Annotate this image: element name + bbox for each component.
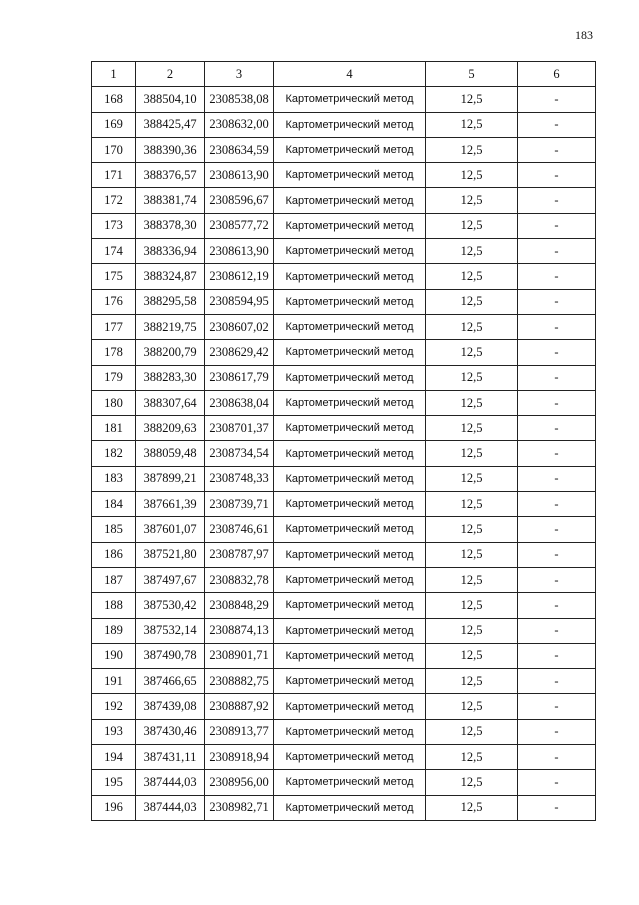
x-coordinate-cell: 388200,79: [136, 340, 205, 365]
x-coordinate-cell: 387439,08: [136, 694, 205, 719]
y-coordinate-cell: 2308607,02: [205, 314, 274, 339]
x-coordinate-cell: 388378,30: [136, 213, 205, 238]
point-number-cell: 177: [92, 314, 136, 339]
y-coordinate-cell: 2308882,75: [205, 669, 274, 694]
y-coordinate-cell: 2308632,00: [205, 112, 274, 137]
y-coordinate-cell: 2308734,54: [205, 441, 274, 466]
accuracy-cell: 12,5: [426, 416, 518, 441]
accuracy-cell: 12,5: [426, 795, 518, 820]
header-cell-4: 4: [274, 62, 426, 87]
accuracy-cell: 12,5: [426, 314, 518, 339]
accuracy-cell: 12,5: [426, 239, 518, 264]
point-number-cell: 196: [92, 795, 136, 820]
note-cell: -: [518, 264, 596, 289]
header-cell-3: 3: [205, 62, 274, 87]
table-row: [92, 669, 596, 694]
x-coordinate-cell: 388324,87: [136, 264, 205, 289]
note-cell: -: [518, 289, 596, 314]
accuracy-cell: 12,5: [426, 87, 518, 112]
y-coordinate-cell: 2308832,78: [205, 567, 274, 592]
accuracy-cell: 12,5: [426, 567, 518, 592]
method-cell: Картометрический метод: [274, 618, 426, 643]
note-cell: -: [518, 314, 596, 339]
x-coordinate-cell: 387431,11: [136, 745, 205, 770]
point-number-cell: 176: [92, 289, 136, 314]
y-coordinate-cell: 2308613,90: [205, 163, 274, 188]
accuracy-cell: 12,5: [426, 745, 518, 770]
table-row: [92, 213, 596, 238]
table-row: [92, 466, 596, 491]
table-row: [92, 593, 596, 618]
accuracy-cell: 12,5: [426, 542, 518, 567]
note-cell: -: [518, 643, 596, 668]
note-cell: -: [518, 618, 596, 643]
x-coordinate-cell: 388209,63: [136, 416, 205, 441]
method-cell: Картометрический метод: [274, 239, 426, 264]
accuracy-cell: 12,5: [426, 466, 518, 491]
y-coordinate-cell: 2308596,67: [205, 188, 274, 213]
accuracy-cell: 12,5: [426, 694, 518, 719]
y-coordinate-cell: 2308787,97: [205, 542, 274, 567]
x-coordinate-cell: 388381,74: [136, 188, 205, 213]
x-coordinate-cell: 388376,57: [136, 163, 205, 188]
y-coordinate-cell: 2308612,19: [205, 264, 274, 289]
accuracy-cell: 12,5: [426, 770, 518, 795]
x-coordinate-cell: 387532,14: [136, 618, 205, 643]
point-number-cell: 181: [92, 416, 136, 441]
method-cell: Картометрический метод: [274, 795, 426, 820]
method-cell: Картометрический метод: [274, 213, 426, 238]
note-cell: -: [518, 441, 596, 466]
point-number-cell: 178: [92, 340, 136, 365]
method-cell: Картометрический метод: [274, 390, 426, 415]
method-cell: Картометрический метод: [274, 669, 426, 694]
accuracy-cell: 12,5: [426, 213, 518, 238]
table-row: [92, 567, 596, 592]
y-coordinate-cell: 2308634,59: [205, 137, 274, 162]
note-cell: -: [518, 567, 596, 592]
note-cell: -: [518, 213, 596, 238]
note-cell: -: [518, 87, 596, 112]
note-cell: -: [518, 745, 596, 770]
x-coordinate-cell: 387497,67: [136, 567, 205, 592]
point-number-cell: 185: [92, 517, 136, 542]
method-cell: Картометрический метод: [274, 137, 426, 162]
method-cell: Картометрический метод: [274, 264, 426, 289]
table-row: [92, 264, 596, 289]
x-coordinate-cell: 388307,64: [136, 390, 205, 415]
method-cell: Картометрический метод: [274, 163, 426, 188]
point-number-cell: 179: [92, 365, 136, 390]
y-coordinate-cell: 2308746,61: [205, 517, 274, 542]
note-cell: -: [518, 340, 596, 365]
table-row: [92, 745, 596, 770]
point-number-cell: 188: [92, 593, 136, 618]
y-coordinate-cell: 2308538,08: [205, 87, 274, 112]
note-cell: -: [518, 112, 596, 137]
y-coordinate-cell: 2308739,71: [205, 492, 274, 517]
x-coordinate-cell: 388336,94: [136, 239, 205, 264]
table-row: [92, 314, 596, 339]
point-number-cell: 168: [92, 87, 136, 112]
accuracy-cell: 12,5: [426, 492, 518, 517]
table-row: [92, 795, 596, 820]
note-cell: -: [518, 416, 596, 441]
x-coordinate-cell: 387601,07: [136, 517, 205, 542]
table-row: [92, 112, 596, 137]
coordinates-table: [91, 61, 596, 821]
accuracy-cell: 12,5: [426, 517, 518, 542]
page-number: 183: [575, 28, 593, 42]
y-coordinate-cell: 2308577,72: [205, 213, 274, 238]
x-coordinate-cell: 388283,30: [136, 365, 205, 390]
point-number-cell: 191: [92, 669, 136, 694]
x-coordinate-cell: 388059,48: [136, 441, 205, 466]
x-coordinate-cell: 387490,78: [136, 643, 205, 668]
table-row: [92, 441, 596, 466]
accuracy-cell: 12,5: [426, 593, 518, 618]
table-row: [92, 87, 596, 112]
accuracy-cell: 12,5: [426, 137, 518, 162]
x-coordinate-cell: 388425,47: [136, 112, 205, 137]
point-number-cell: 184: [92, 492, 136, 517]
accuracy-cell: 12,5: [426, 365, 518, 390]
table-row: [92, 517, 596, 542]
y-coordinate-cell: 2308629,42: [205, 340, 274, 365]
note-cell: -: [518, 795, 596, 820]
note-cell: -: [518, 542, 596, 567]
note-cell: -: [518, 390, 596, 415]
note-cell: -: [518, 492, 596, 517]
x-coordinate-cell: 388295,58: [136, 289, 205, 314]
table-row: [92, 719, 596, 744]
method-cell: Картометрический метод: [274, 770, 426, 795]
y-coordinate-cell: 2308617,79: [205, 365, 274, 390]
y-coordinate-cell: 2308901,71: [205, 643, 274, 668]
method-cell: Картометрический метод: [274, 314, 426, 339]
point-number-cell: 175: [92, 264, 136, 289]
table-row: [92, 188, 596, 213]
table-row: [92, 365, 596, 390]
note-cell: -: [518, 163, 596, 188]
x-coordinate-cell: 387444,03: [136, 795, 205, 820]
point-number-cell: 195: [92, 770, 136, 795]
y-coordinate-cell: 2308701,37: [205, 416, 274, 441]
note-cell: -: [518, 669, 596, 694]
note-cell: -: [518, 365, 596, 390]
y-coordinate-cell: 2308613,90: [205, 239, 274, 264]
header-cell-1: 1: [92, 62, 136, 87]
x-coordinate-cell: 387661,39: [136, 492, 205, 517]
table-row: [92, 694, 596, 719]
accuracy-cell: 12,5: [426, 719, 518, 744]
accuracy-cell: 12,5: [426, 669, 518, 694]
table-row: [92, 289, 596, 314]
method-cell: Картометрический метод: [274, 112, 426, 137]
accuracy-cell: 12,5: [426, 289, 518, 314]
x-coordinate-cell: 387444,03: [136, 770, 205, 795]
table-row: [92, 416, 596, 441]
accuracy-cell: 12,5: [426, 340, 518, 365]
point-number-cell: 187: [92, 567, 136, 592]
table-row: [92, 137, 596, 162]
note-cell: -: [518, 719, 596, 744]
table-row: [92, 340, 596, 365]
note-cell: -: [518, 239, 596, 264]
method-cell: Картометрический метод: [274, 466, 426, 491]
method-cell: Картометрический метод: [274, 542, 426, 567]
header-cell-2: 2: [136, 62, 205, 87]
point-number-cell: 186: [92, 542, 136, 567]
y-coordinate-cell: 2308848,29: [205, 593, 274, 618]
table-row: [92, 390, 596, 415]
accuracy-cell: 12,5: [426, 441, 518, 466]
note-cell: -: [518, 188, 596, 213]
point-number-cell: 183: [92, 466, 136, 491]
method-cell: Картометрический метод: [274, 416, 426, 441]
table-row: [92, 770, 596, 795]
method-cell: Картометрический метод: [274, 87, 426, 112]
y-coordinate-cell: 2308918,94: [205, 745, 274, 770]
y-coordinate-cell: 2308874,13: [205, 618, 274, 643]
accuracy-cell: 12,5: [426, 618, 518, 643]
point-number-cell: 192: [92, 694, 136, 719]
method-cell: Картометрический метод: [274, 492, 426, 517]
method-cell: Картометрический метод: [274, 694, 426, 719]
note-cell: -: [518, 137, 596, 162]
point-number-cell: 194: [92, 745, 136, 770]
y-coordinate-cell: 2308887,92: [205, 694, 274, 719]
point-number-cell: 190: [92, 643, 136, 668]
accuracy-cell: 12,5: [426, 188, 518, 213]
method-cell: Картометрический метод: [274, 188, 426, 213]
table-row: [92, 618, 596, 643]
x-coordinate-cell: 387530,42: [136, 593, 205, 618]
x-coordinate-cell: 388390,36: [136, 137, 205, 162]
method-cell: Картометрический метод: [274, 567, 426, 592]
table-row: [92, 492, 596, 517]
point-number-cell: 182: [92, 441, 136, 466]
method-cell: Картометрический метод: [274, 643, 426, 668]
note-cell: -: [518, 517, 596, 542]
method-cell: Картометрический метод: [274, 441, 426, 466]
method-cell: Картометрический метод: [274, 745, 426, 770]
point-number-cell: 170: [92, 137, 136, 162]
y-coordinate-cell: 2308956,00: [205, 770, 274, 795]
point-number-cell: 180: [92, 390, 136, 415]
method-cell: Картометрический метод: [274, 365, 426, 390]
x-coordinate-cell: 388504,10: [136, 87, 205, 112]
y-coordinate-cell: 2308982,71: [205, 795, 274, 820]
x-coordinate-cell: 388219,75: [136, 314, 205, 339]
point-number-cell: 171: [92, 163, 136, 188]
x-coordinate-cell: 387521,80: [136, 542, 205, 567]
x-coordinate-cell: 387466,65: [136, 669, 205, 694]
method-cell: Картометрический метод: [274, 517, 426, 542]
header-cell-6: 6: [518, 62, 596, 87]
table-body: [92, 87, 596, 821]
point-number-cell: 189: [92, 618, 136, 643]
accuracy-cell: 12,5: [426, 264, 518, 289]
note-cell: -: [518, 466, 596, 491]
accuracy-cell: 12,5: [426, 163, 518, 188]
point-number-cell: 193: [92, 719, 136, 744]
note-cell: -: [518, 593, 596, 618]
x-coordinate-cell: 387899,21: [136, 466, 205, 491]
header-cell-5: 5: [426, 62, 518, 87]
method-cell: Картометрический метод: [274, 593, 426, 618]
y-coordinate-cell: 2308748,33: [205, 466, 274, 491]
point-number-cell: 169: [92, 112, 136, 137]
y-coordinate-cell: 2308913,77: [205, 719, 274, 744]
note-cell: -: [518, 770, 596, 795]
y-coordinate-cell: 2308638,04: [205, 390, 274, 415]
y-coordinate-cell: 2308594,95: [205, 289, 274, 314]
point-number-cell: 172: [92, 188, 136, 213]
method-cell: Картометрический метод: [274, 340, 426, 365]
accuracy-cell: 12,5: [426, 390, 518, 415]
note-cell: -: [518, 694, 596, 719]
method-cell: Картометрический метод: [274, 289, 426, 314]
point-number-cell: 174: [92, 239, 136, 264]
table-row: [92, 542, 596, 567]
table-row: [92, 643, 596, 668]
table-row: [92, 163, 596, 188]
method-cell: Картометрический метод: [274, 719, 426, 744]
x-coordinate-cell: 387430,46: [136, 719, 205, 744]
accuracy-cell: 12,5: [426, 643, 518, 668]
table-row: [92, 239, 596, 264]
accuracy-cell: 12,5: [426, 112, 518, 137]
table-header-row: [92, 62, 596, 87]
point-number-cell: 173: [92, 213, 136, 238]
